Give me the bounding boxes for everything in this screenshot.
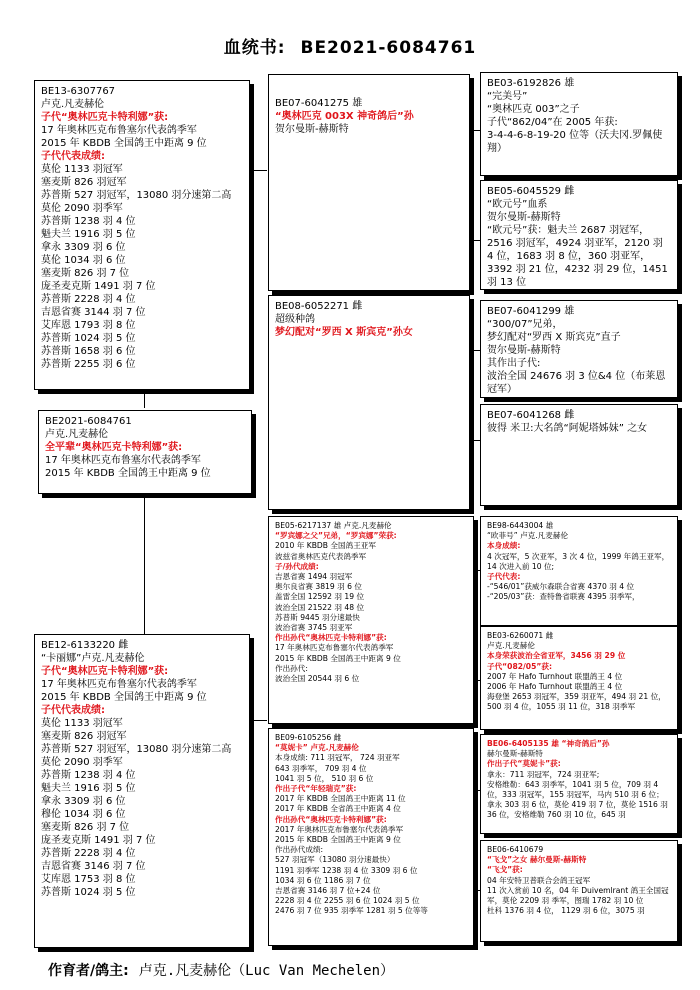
sire-card xyxy=(34,80,250,390)
subject-line: 2015 年 KBDB 全国鸽王中距离 9 位 xyxy=(45,468,211,479)
ggp-2-line: 贺尔曼斯-赫斯特 xyxy=(487,212,561,223)
dam-result: 魁夫兰 1916 羽 5 位 xyxy=(41,783,136,794)
ggp-7-child-title: 作出子代“莫妮卡”获: xyxy=(487,759,561,769)
dam-sire-line: 2010 年 KBDB 全国鸽王亚军 xyxy=(275,541,376,551)
ggp-6-child-title: 子代“082/05”获: xyxy=(487,661,552,671)
dam-sire-grand-title: 作出孙代“奥林匹克卡特利娜”获: xyxy=(275,633,387,643)
sire-result: 苏普斯 1024 羽 5 位 xyxy=(41,333,136,344)
dam-dam-line: 1034 羽 6 位 1186 羽 7 位 xyxy=(275,875,371,885)
subject-ring: BE2021-6084761 xyxy=(45,416,132,427)
dam-dam-line: 2017 年 KBDB 全省鸽王中距离 4 位 xyxy=(275,804,401,814)
subject-line: 17 年奥林匹克布鲁塞尔代表鸽季军 xyxy=(45,455,201,466)
dam-line: 17 年奥林匹克布鲁塞尔代表鸽季军 xyxy=(41,679,197,690)
ggp-7-ring: BE06-6405135 雄 “神奇鸽后”孙 xyxy=(487,739,610,748)
ggp-7-line: 安格维勒：643 羽季军，1041 羽 5 位，709 羽 4 位，333 羽冠军，155 羽冠军，马内 510 羽 6 位；拿永 303 羽 6 位，莫伦 419 羽 7 位，莫伦 1516 羽 36 位，安格维勒 760 羽 10 位，645 羽 xyxy=(487,779,668,820)
ggp-3-line: 贺尔曼斯-赫斯特 xyxy=(487,345,561,356)
ggp-4-ring: BE07-6041268 雌 xyxy=(487,410,575,421)
ggp-8-ring: BE06-6410679 xyxy=(487,845,544,854)
dam-result: 塞麦斯 826 羽冠军 xyxy=(41,731,127,742)
dam-sire-desc: “罗宾娜之父”兄弟，“罗宾娜”荣获: xyxy=(275,531,397,541)
connector-line xyxy=(250,720,267,721)
ggp-8-title: “飞戈”获: xyxy=(487,865,523,875)
ggp-card-1 xyxy=(480,72,678,176)
sire-sire-breeder: 贺尔曼斯-赫斯特 xyxy=(275,124,349,135)
dam-result: 莫伦 1133 羽冠军 xyxy=(41,718,123,729)
sire-result: 苏普斯 1658 羽 6 位 xyxy=(41,346,136,357)
dam-dam-line: 2017 年奥林匹克布鲁塞尔代表鸽季军 xyxy=(275,824,404,834)
dam-sire-line: 波治省赛 3745 羽亚军 xyxy=(275,623,353,633)
dam-offspring-title: 子代“奥林匹克卡特利娜”获: xyxy=(41,666,169,677)
ggp-6-ring: BE03-6260071 雌 xyxy=(487,631,554,640)
dam-name: “卡丽娜”卢克.凡麦赫伦 xyxy=(41,653,145,664)
ggp-7-line: 赫尔曼斯-赫斯特 xyxy=(487,749,543,759)
ggp-3-line: 波治全国 24676 羽 3 位&4 位（布莱恩冠军） xyxy=(487,371,666,395)
sire-line: 17 年奥林匹克布鲁塞尔代表鸽季军 xyxy=(41,125,197,136)
dam-result: 拿永 3309 羽 6 位 xyxy=(41,796,126,807)
sire-result: 苏普斯 1238 羽 4 位 xyxy=(41,216,136,227)
ggp-card-4 xyxy=(480,404,678,506)
dam-result: 苏普斯 2228 羽 4 位 xyxy=(41,848,136,859)
ggp-card-8 xyxy=(480,840,678,942)
dam-dam-line: 本身成绩: 711 羽冠军， 724 羽亚军 xyxy=(275,753,400,763)
ggp-2-line: “欧元号”获：魁夫兰 2687 羽冠军，2516 羽冠军，4924 羽亚军，2120 羽 4 位，1683 羽 8 位，360 羽亚军，3392 羽 21 位，4232 羽 29 位，1451 羽 13 位 xyxy=(487,225,668,288)
dam-dam-line: 527 羽冠军（13080 羽分速最快） xyxy=(275,855,395,865)
dam-result: 塞麦斯 826 羽 7 位 xyxy=(41,822,130,833)
dam-sire-results-title: 子/孙代成绩: xyxy=(275,561,319,571)
dam-result: 苏普斯 1024 羽 5 位 xyxy=(41,887,136,898)
ggp-card-6 xyxy=(480,626,678,730)
ggp-1-line: 子代“862/04”在 2005 年获: xyxy=(487,117,618,128)
dam-dam-line: 1191 羽季军 1238 羽 4 位 3309 羽 6 位 xyxy=(275,865,418,875)
connector-line xyxy=(144,494,145,634)
dam-sire-line: 波兹省奥林匹克代表鸽季军 xyxy=(275,551,367,561)
ggp-6-line: 2006 年 Hafo Turnhout 联盟鸽王 4 位 xyxy=(487,682,623,692)
dam-dam-line: 2017 年 KBDB 全国鸽王中距离 11 位 xyxy=(275,794,406,804)
ggp-5-ring: BE98-6443004 雄 xyxy=(487,521,554,530)
ggp-6-line: 海登堡 2653 羽冠军，359 羽亚军，494 羽 21 位，500 羽 4 位，1055 羽 11 位，318 羽季军 xyxy=(487,692,666,712)
dam-result: 吉恩省赛 3146 羽 7 位 xyxy=(41,861,146,872)
ggp-1-line: “完美号” xyxy=(487,91,528,102)
dam-dam-ring: BE09-6105256 雌 xyxy=(275,733,342,742)
connector-line xyxy=(144,390,145,408)
dam-dam-line: 643 羽季军， 709 羽 4 位 xyxy=(275,763,367,773)
dam-sire-line: 吉恩省赛 1494 羽冠军 xyxy=(275,572,353,582)
dam-dam-line: 2015 年 KBDB 全国鸽王中距离 9 位 xyxy=(275,835,401,845)
dam-sire-line: 2015 年 KBDB 全国鸽王中距离 9 位 xyxy=(275,653,401,663)
dam-sire-line: 波治全国 21522 羽 48 位 xyxy=(275,602,365,612)
ggp-card-7 xyxy=(480,734,678,834)
sire-sire-desc: “奥林匹克 003X 神奇鸽后”孙 xyxy=(275,111,414,122)
sire-result: 苏普斯 2255 羽 6 位 xyxy=(41,359,136,370)
connector-line xyxy=(250,170,267,171)
ggp-3-line: 其作出子代: xyxy=(487,358,541,369)
ggp-card-5 xyxy=(480,516,678,626)
ggp-3-line: “300/07”兄弟， xyxy=(487,319,563,330)
ggp-6-line: 卢克.凡麦赫伦 xyxy=(487,641,535,651)
ggp-5-line: “欧菲号” 卢克.凡麦赫伦 xyxy=(487,531,569,541)
sire-ring: BE13-6307767 xyxy=(41,86,116,97)
ggp-2-ring: BE05-6045529 雌 xyxy=(487,186,575,197)
ggp-5-line: -“205/03”获：查特鲁省联赛 4395 羽季军， xyxy=(487,592,640,602)
dam-sire-line: 奥尔良省赛 3819 羽 6 位 xyxy=(275,582,362,592)
sire-result: 魁夫兰 1916 羽 5 位 xyxy=(41,229,136,240)
ggp-6-line: 本身荣获波治全省亚军，3456 羽 29 位 xyxy=(487,651,626,661)
ggp-8-line: 11 次入赏前 10 名，04 年 Duivemlrant 鸽王全国冠军，莫伦 2209 羽 季军，图瑞 1782 羽 10 位 xyxy=(487,885,669,906)
dam-sire-line: 波治全国 20544 羽 6 位 xyxy=(275,674,360,684)
ggp-2-line: “欧元号”血系 xyxy=(487,199,548,210)
breeder-name: 卢克.凡麦赫伦（Luc Van Mechelen） xyxy=(138,963,395,979)
ggp-5-child-title: 子代代表: xyxy=(487,572,521,582)
dam-result: 莫伦 2090 羽季军 xyxy=(41,757,123,768)
ggp-3-ring: BE07-6041299 雄 xyxy=(487,306,575,317)
subject-breeder: 卢克.凡麦赫伦 xyxy=(45,429,109,440)
sire-dam-ring: BE08-6052271 雌 xyxy=(275,301,363,312)
dam-dam-line: 2476 羽 7 位 935 羽季军 1281 羽 5 位等等 xyxy=(275,906,428,916)
sire-dam-pairing: 梦幻配对“罗西 X 斯宾克”孙女 xyxy=(275,327,413,338)
sire-result: 莫伦 2090 羽季军 xyxy=(41,203,123,214)
dam-sire-line: 苏普斯 9445 羽分速最快 xyxy=(275,612,360,622)
sire-result: 庞圣麦克斯 1491 羽 7 位 xyxy=(41,281,156,292)
dam-sire-ring: BE05-6217137 雄 卢克.凡麦赫伦 xyxy=(275,521,392,530)
dam-results-title: 子代代表成绩: xyxy=(41,705,105,716)
sire-result: 吉恩省赛 3144 羽 7 位 xyxy=(41,307,146,318)
sire-result: 莫伦 1034 羽 6 位 xyxy=(41,255,126,266)
sire-result: 莫伦 1133 羽冠军 xyxy=(41,164,123,175)
ggp-card-2 xyxy=(480,180,678,290)
dam-dam-name: “莫妮卡” 卢克.凡麦赫伦 xyxy=(275,743,359,753)
dam-dam-card xyxy=(268,728,474,946)
subject-sibling-title: 全平辈“奥林匹克卡特利娜”获: xyxy=(45,442,183,453)
ggp-8-line: 杜科 1376 羽 4 位， 1129 羽 6 位，3075 羽 xyxy=(487,906,645,916)
ggp-8-line: “飞戈”之女 赫尔曼斯-赫斯特 xyxy=(487,855,587,865)
sire-offspring-title: 子代“奥林匹克卡特利娜”获: xyxy=(41,112,169,123)
dam-result: 庞圣麦克斯 1491 羽 7 位 xyxy=(41,835,156,846)
sire-result: 艾库恩 1793 羽 8 位 xyxy=(41,320,136,331)
dam-dam-line: 作出孙代成绩: xyxy=(275,845,324,855)
sire-result: 苏普斯 527 羽冠军，13080 羽分速第二高 xyxy=(41,190,232,201)
dam-result: 艾库恩 1753 羽 8 位 xyxy=(41,874,136,885)
dam-dam-line: 2228 羽 4 位 2255 羽 6 位 1024 羽 5 位 xyxy=(275,896,420,906)
sire-result: 塞麦斯 826 羽冠军 xyxy=(41,177,127,188)
ggp-7-line: 拿永：711 羽冠军，724 羽亚军; xyxy=(487,769,600,779)
dam-result: 苏普斯 1238 羽 4 位 xyxy=(41,770,136,781)
dam-sire-line: 17 年奥林匹克布鲁塞尔代表鸽季军 xyxy=(275,643,394,653)
sire-sire-card xyxy=(268,74,470,291)
dam-result: 苏普斯 527 羽冠军，13080 羽分速第二高 xyxy=(41,744,232,755)
ggp-1-line: 3-4-4-6-8-19-20 位等（沃夫冈.罗佩使翔） xyxy=(487,130,663,154)
dam-sire-line: 作出孙代: xyxy=(275,663,308,673)
sire-result: 塞麦斯 826 羽 7 位 xyxy=(41,268,130,279)
ggp-4-line: 彼得 米卫:大名鸽“阿妮塔姊妹” 之女 xyxy=(487,423,648,434)
breeder-footer xyxy=(48,960,394,980)
ggp-3-line: 梦幻配对“罗西 X 斯宾克”直子 xyxy=(487,332,621,343)
dam-sire-line: 盖雷全国 12592 羽 19 位 xyxy=(275,592,365,602)
sire-result: 苏普斯 2228 羽 4 位 xyxy=(41,294,136,305)
dam-dam-line: 吉恩省赛 3146 羽 7 位+24 位 xyxy=(275,886,381,896)
ggp-1-ring: BE03-6192826 雄 xyxy=(487,78,575,89)
subject-card xyxy=(38,410,252,494)
ggp-5-self-title: 本身成绩: xyxy=(487,541,521,551)
ggp-1-line: “奥林匹克 003”之子 xyxy=(487,104,580,115)
ggp-card-3 xyxy=(480,300,678,398)
dam-line: 2015 年 KBDB 全国鸽王中距离 9 位 xyxy=(41,692,207,703)
ggp-8-line: 04 年安特卫普联合会鸽王冠军 xyxy=(487,875,591,885)
sire-line: 2015 年 KBDB 全国鸽王中距离 9 位 xyxy=(41,138,207,149)
page-title-ring: BE2021-6084761 xyxy=(300,38,477,58)
sire-result: 拿永 3309 羽 6 位 xyxy=(41,242,126,253)
dam-dam-line: 1041 羽 5 位， 510 羽 6 位 xyxy=(275,773,374,783)
sire-sire-ring: BE07-6041275 雄 xyxy=(275,98,363,109)
dam-card xyxy=(34,634,250,948)
dam-ring: BE12-6133220 雌 xyxy=(41,640,129,651)
ggp-5-line: 4 次冠军，5 次亚军，3 次 4 位，1999 年鸽王亚军，14 次进入前 10 位; xyxy=(487,551,670,571)
sire-dam-card xyxy=(268,295,470,510)
dam-dam-child-title: 作出子代“年轻瑞克”获: xyxy=(275,784,357,794)
breeder-label: 作育者/鸽主: xyxy=(48,963,129,979)
dam-dam-grand-title: 作出孙代“奥林匹克卡特利娜”获: xyxy=(275,814,387,824)
ggp-5-line: -“546/01”获威尔森联合省赛 4370 羽 4 位 xyxy=(487,582,635,592)
sire-dam-desc: 超级种鸽 xyxy=(275,314,315,325)
dam-sire-card xyxy=(268,516,474,724)
sire-results-title: 子代代表成绩: xyxy=(41,151,105,162)
page-title xyxy=(0,33,700,58)
sire-breeder: 卢克.凡麦赫伦 xyxy=(41,99,105,110)
ggp-6-line: 2007 年 Hafo Turnhout 联盟鸽王 4 位 xyxy=(487,671,623,681)
page-title-label: 血统书: xyxy=(223,38,286,58)
dam-result: 穆伦 1034 羽 6 位 xyxy=(41,809,126,820)
